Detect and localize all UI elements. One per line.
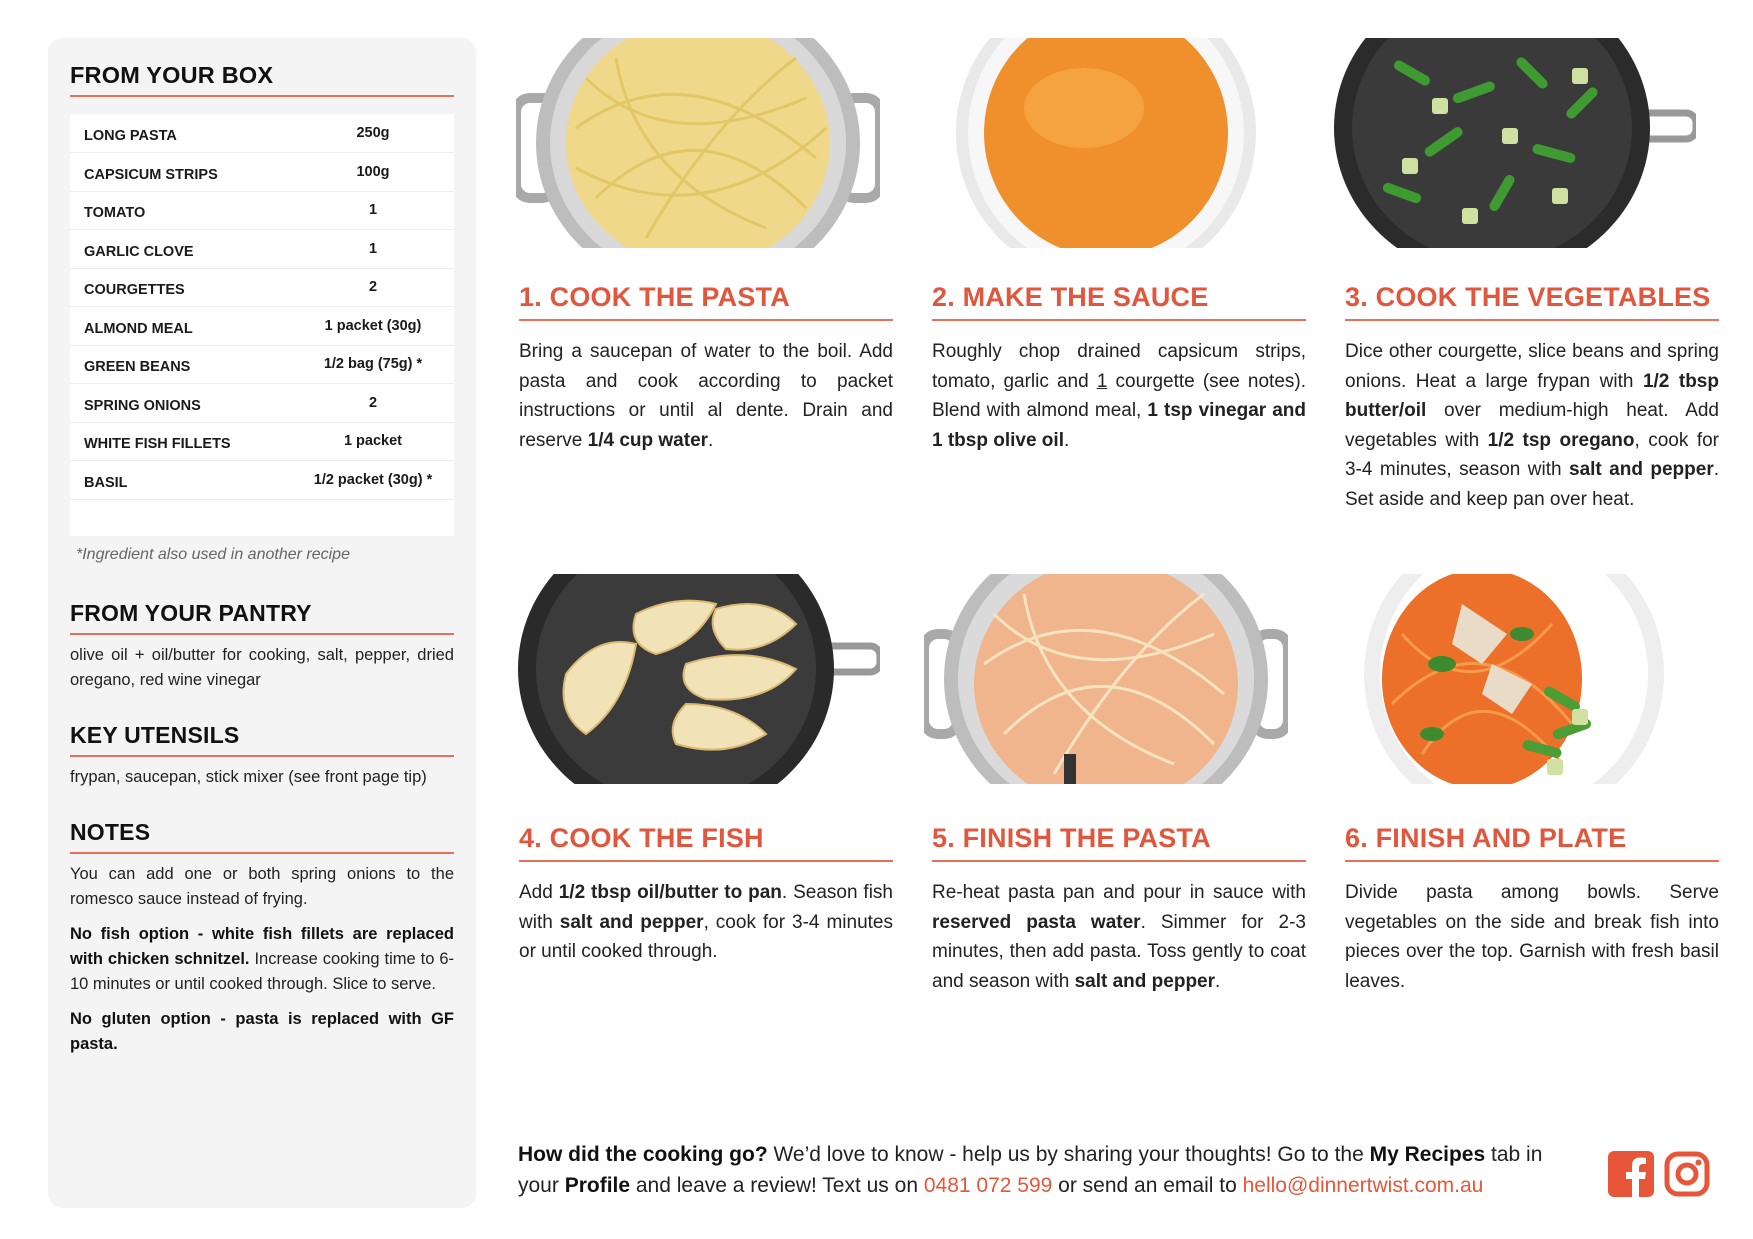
step-text-part: Re-heat pasta pan and pour in sauce with [932, 882, 1306, 903]
footer-text-2: tab in your [518, 1143, 1543, 1197]
step-text-part: . [1063, 429, 1070, 451]
step-text-part: . Simmer for 2-3 minutes, then add pasta. Toss gently to coat and season with [932, 911, 1306, 992]
ingredient-name: CAPSICUM STRIPS [84, 166, 218, 183]
ingredient-name: COURGETTES [84, 282, 185, 298]
ingredient-name: WHITE FISH FILLETS [84, 436, 231, 452]
step-text-part: Bring a saucepan of water to the boil. Add pasta and cook according to packet instructions or until al dente. Drain and reserve [519, 341, 893, 451]
ingredient-footnote: *Ingredient also used in another recipe [76, 546, 350, 563]
notes-text [70, 862, 454, 1067]
step-6-title: 6. FINISH AND PLATE [1345, 823, 1719, 862]
step-text-part: 1 [1096, 370, 1108, 392]
step-text-part: Add [519, 882, 559, 903]
step-text-part: salt and pepper [559, 911, 704, 933]
step-text-part: 1/4 cup water [587, 429, 709, 451]
footer-text-3: and leave a review! Text us on [630, 1174, 924, 1197]
instagram-icon[interactable] [1664, 1151, 1710, 1197]
step-text-part: Divide pasta among bowls. Serve vegetables on the side and break fish into pieces over the top. Garnish with fresh basil leaves. [1345, 882, 1719, 992]
step-text-part: 1/2 tsp oregano [1487, 429, 1635, 451]
ingredient-qty: 2 [368, 394, 378, 411]
ingredient-name: BASIL [84, 474, 128, 491]
ingredient-row [70, 384, 454, 423]
step-3-text [1345, 337, 1719, 514]
ingredient-row [70, 307, 454, 346]
ingredient-qty: 1/2 bag (75g) * [323, 356, 423, 372]
ingredient-row [70, 153, 454, 192]
ingredient-name: TOMATO [84, 205, 146, 221]
ingredient-qty: 100g [356, 163, 390, 180]
step-text-part: Dice other courgette, slice beans and spring onions. Heat a large frypan with [1345, 341, 1719, 392]
step-6-text [1345, 878, 1719, 996]
ingredient-row [70, 345, 454, 384]
ingredient-qty: 1 packet [343, 433, 403, 449]
step-2-text [932, 337, 1306, 455]
ingredient-row [70, 422, 454, 461]
step-2-title: 2. MAKE THE SAUCE [932, 282, 1306, 321]
utensils-text: frypan, saucepan, stick mixer (see front page tip) [70, 768, 427, 786]
my-recipes-link[interactable]: My Recipes [1369, 1143, 1486, 1166]
step-text-part: . Set aside and keep pan over heat. [1345, 459, 1719, 510]
ingredient-qty: 2 [368, 279, 378, 295]
note-no-gluten [70, 1007, 454, 1057]
footer-text-4: or send an email to [1052, 1174, 1243, 1197]
ingredient-name: LONG PASTA [84, 128, 177, 144]
step-5-text [932, 878, 1306, 996]
notes-title: NOTES [70, 819, 454, 854]
ingredient-row [70, 461, 454, 500]
from-your-pantry-title: FROM YOUR PANTRY [70, 600, 454, 635]
ingredient-name: GARLIC CLOVE [84, 243, 194, 260]
ingredients-table [70, 114, 454, 536]
ingredient-row [70, 114, 454, 153]
step-text-part: 1/2 tbsp oil/butter to pan [558, 882, 782, 903]
profile-link[interactable]: Profile [564, 1174, 631, 1197]
step-1-text [519, 337, 893, 455]
ingredient-qty: 1 [368, 202, 378, 218]
step-text-part: salt and pepper [1074, 970, 1216, 992]
step-text-part: reserved pasta water [932, 911, 1141, 933]
ingredient-name: ALMOND MEAL [84, 320, 193, 337]
feedback-footer [518, 1139, 1578, 1201]
ingredient-name: SPRING ONIONS [84, 397, 201, 414]
ingredient-qty: 1/2 packet (30g) * [313, 471, 433, 488]
step-text-part: over medium-high heat. Add vegetables with [1345, 400, 1719, 451]
fish-pan-photo [516, 574, 880, 784]
from-your-box-title: FROM YOUR BOX [70, 62, 454, 97]
footer-text-1: We’d love to know - help us by sharing your thoughts! Go to the [767, 1143, 1370, 1166]
step-5-title: 5. FINISH THE PASTA [932, 823, 1306, 862]
phone-link[interactable]: 0481 072 599 [923, 1174, 1053, 1197]
note-no-fish [70, 922, 454, 997]
note-no-gluten-bold: No gluten option - pasta is replaced with GF pasta. [70, 1010, 454, 1053]
email-link[interactable]: hello@dinnertwist.com.au [1242, 1174, 1484, 1197]
step-1-title: 1. COOK THE PASTA [519, 282, 893, 321]
pantry-text: olive oil + oil/butter for cooking, salt, pepper, dried oregano, red wine vinegar [70, 646, 454, 689]
step-text-part: . Season fish with [519, 882, 894, 933]
footer-question: How did the cooking go? [518, 1143, 768, 1166]
step-text-part: courgette (see notes). Blend with almond meal, [932, 370, 1306, 421]
ingredient-row [70, 268, 454, 307]
note-no-fish-bold: No fish option - white fish fillets are replaced with chicken schnitzel. [70, 925, 454, 968]
pasta-sauce-pot-photo [924, 574, 1288, 784]
facebook-icon[interactable] [1608, 1151, 1654, 1197]
ingredient-qty: 1 [368, 240, 378, 257]
step-text-part: 1/2 tbsp butter/oil [1345, 370, 1719, 421]
step-text-part: 1 tsp vinegar and 1 tbsp olive oil [932, 400, 1306, 451]
note-spring-onions: You can add one or both spring onions to the romesco sauce instead of frying. [70, 865, 454, 908]
key-utensils-title: KEY UTENSILS [70, 722, 454, 757]
ingredient-row [70, 230, 454, 269]
ingredient-qty: 250g [356, 125, 390, 141]
step-4-text [519, 878, 893, 967]
plated-dish-photo [1332, 574, 1696, 784]
pasta-pot-photo [516, 38, 880, 248]
ingredient-qty: 1 packet (30g) [324, 317, 422, 334]
sauce-bowl-photo [924, 38, 1288, 248]
ingredient-name: GREEN BEANS [84, 359, 191, 375]
step-text-part: Roughly chop drained capsicum strips, tomato, garlic and [932, 341, 1306, 392]
vegetables-pan-photo [1332, 38, 1696, 248]
ingredient-row [70, 191, 454, 230]
step-text-part: . [708, 429, 714, 451]
step-text-part: , cook for 3-4 minutes or until cooked through. [519, 911, 893, 962]
step-text-part: . [1215, 970, 1221, 992]
step-4-title: 4. COOK THE FISH [519, 823, 893, 862]
step-3-title: 3. COOK THE VEGETABLES [1345, 282, 1719, 321]
step-text-part: salt and pepper [1569, 459, 1714, 480]
ingredients-sidebar [48, 38, 476, 1208]
step-text-part: , cook for 3-4 minutes, season with [1345, 429, 1719, 480]
note-no-fish-rest: Increase cooking time to 6-10 minutes or until cooked through. Slice to serve. [70, 950, 454, 993]
